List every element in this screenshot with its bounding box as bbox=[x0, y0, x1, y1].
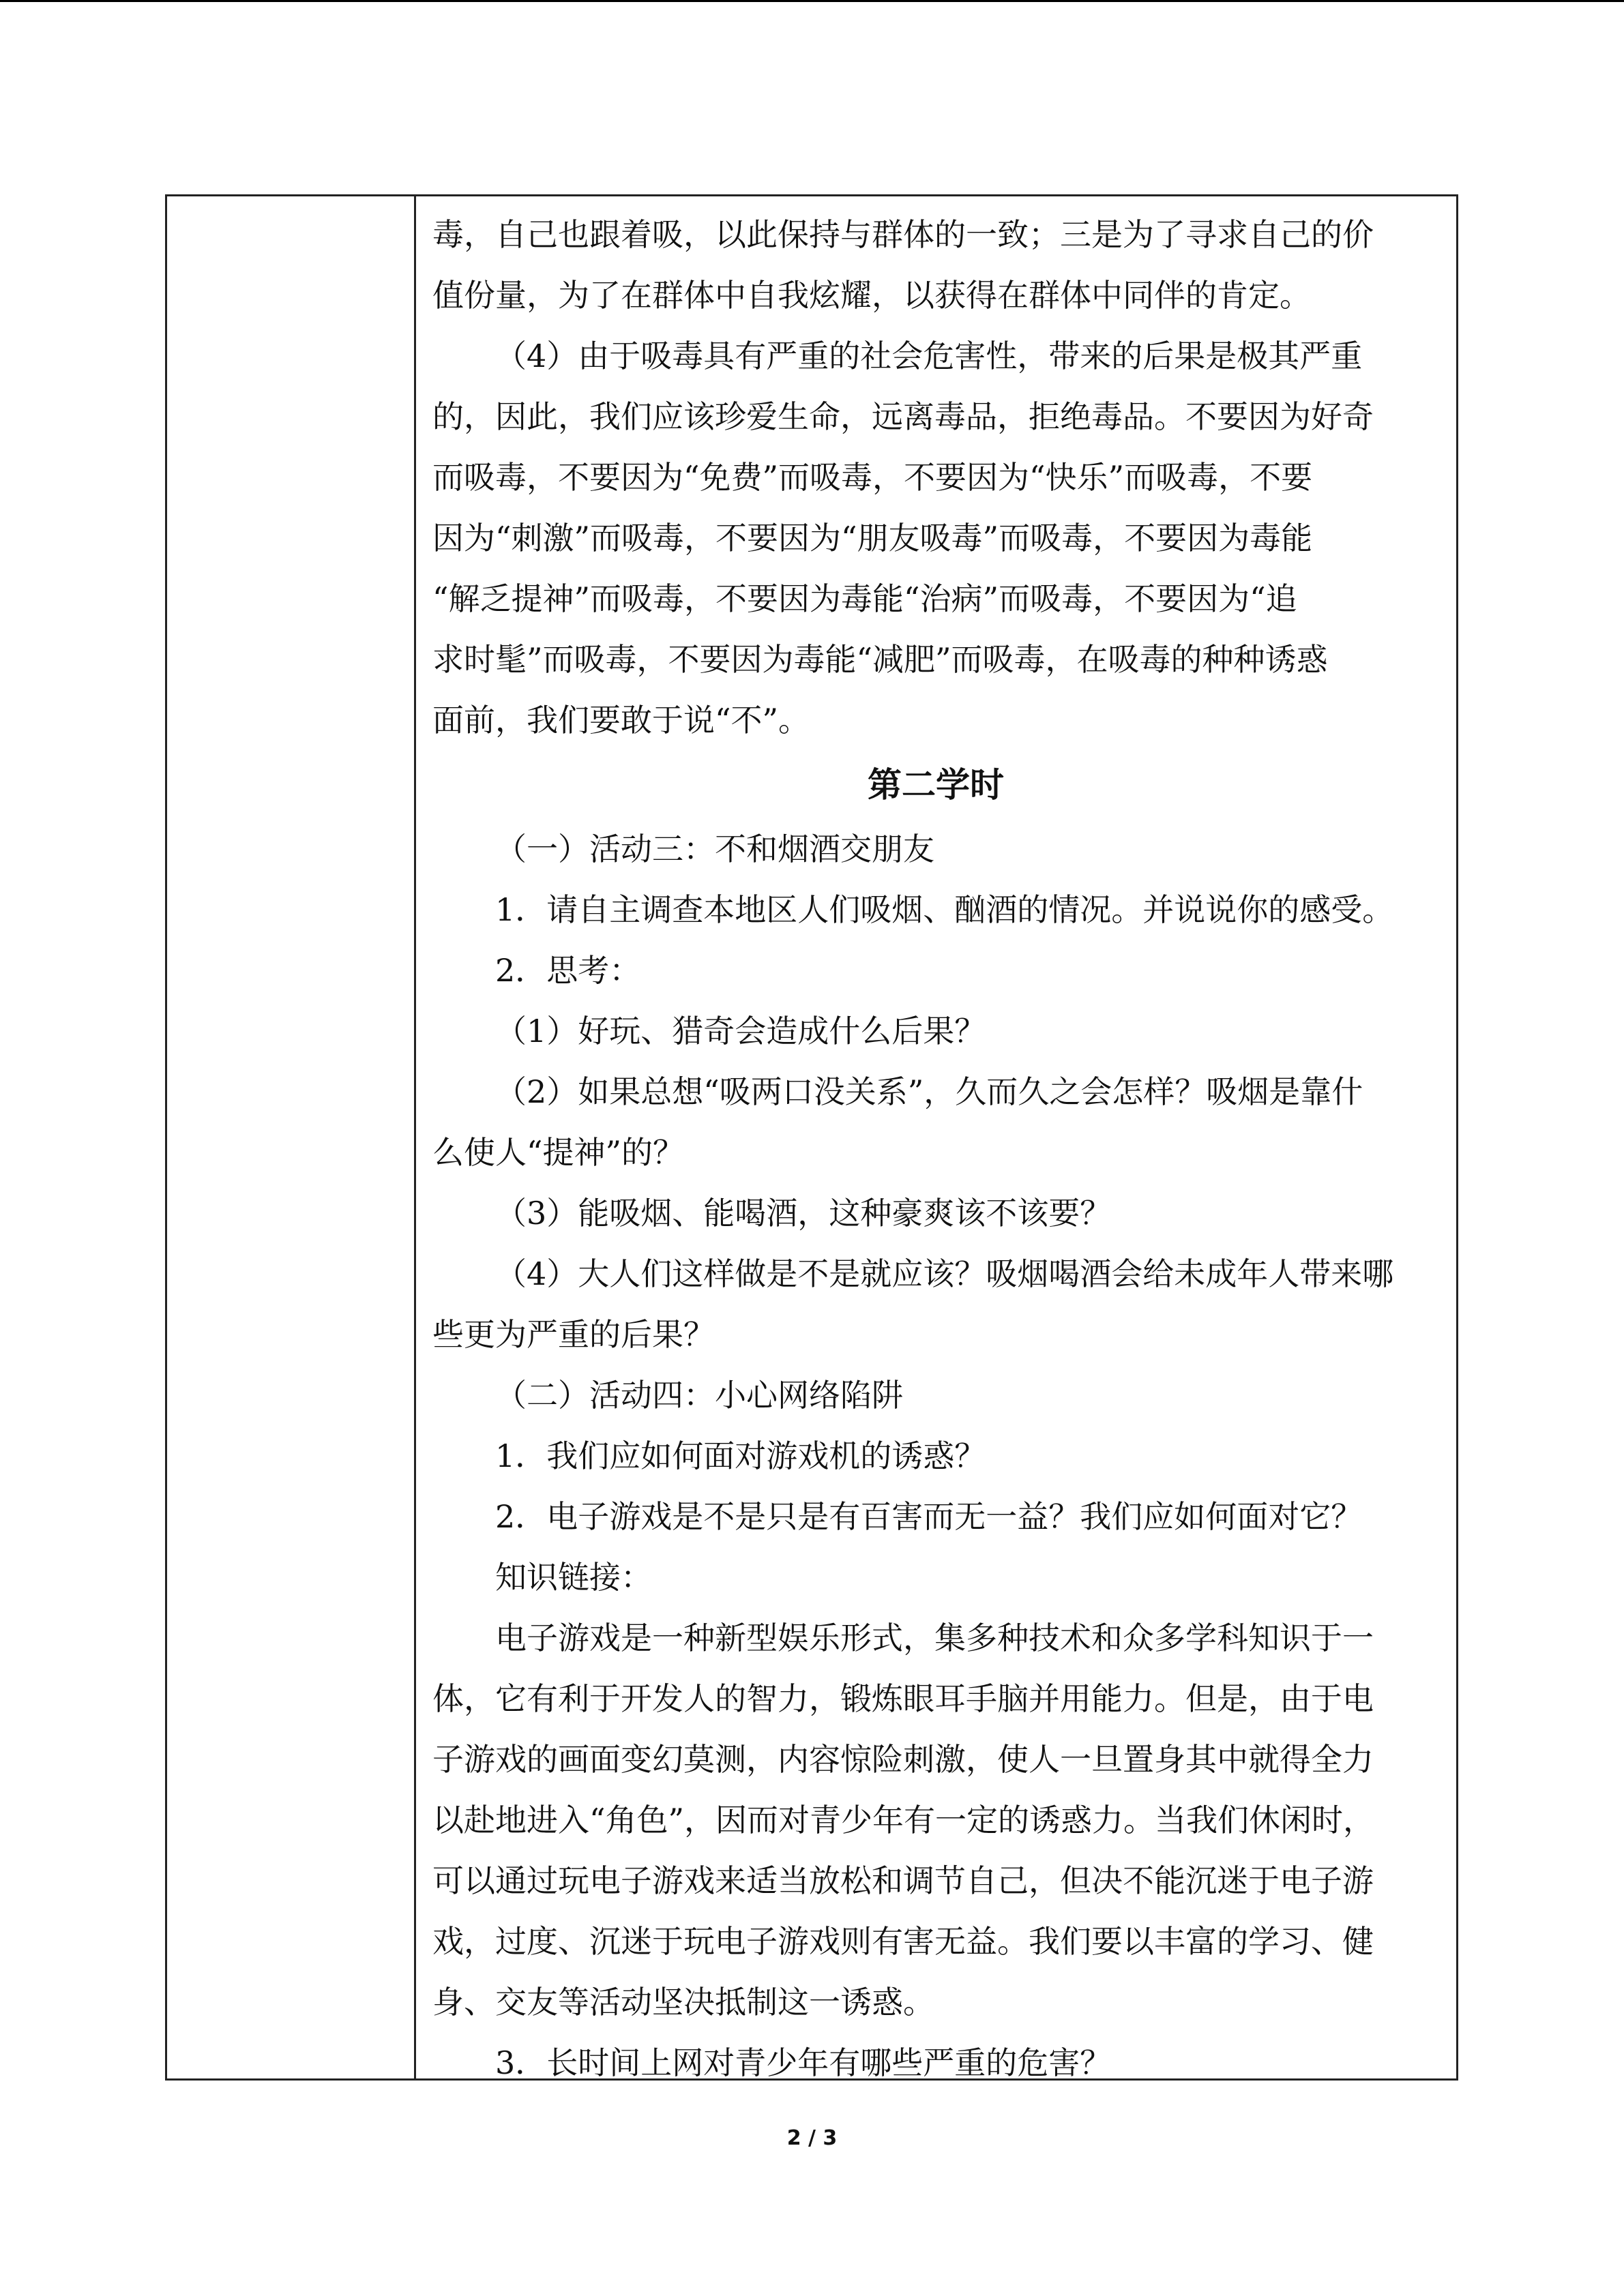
list-item: 2．电子游戏是不是只是有百害而无一益？我们应如何面对它？ bbox=[495, 1498, 1363, 1535]
page-number: 2 / 3 bbox=[786, 2126, 838, 2150]
text-line: 求时髦”而吸毒，不要因为毒能“减肥”而吸毒，在吸毒的种种诱惑 bbox=[432, 641, 1328, 678]
text-line: 身、交友等活动坚决抵制这一诱惑。 bbox=[432, 1984, 934, 2021]
question: （3）能吸烟、能喝酒，这种豪爽该不该要？ bbox=[495, 1195, 1112, 1232]
text-line: （4）由于吸毒具有严重的社会危害性，带来的后果是极其严重 bbox=[495, 338, 1363, 374]
list-item: 3．长时间上网对青少年有哪些严重的危害？ bbox=[495, 2044, 1112, 2081]
top-rule bbox=[0, 0, 1624, 2]
list-item: 1．我们应如何面对游戏机的诱惑？ bbox=[495, 1437, 986, 1474]
activity-title: （一）活动三：不和烟酒交朋友 bbox=[495, 831, 934, 867]
text-line: 可以通过玩电子游戏来适当放松和调节自己，但决不能沉迷于电子游 bbox=[432, 1862, 1374, 1899]
text-line: 而吸毒，不要因为“免费”而吸毒，不要因为“快乐”而吸毒，不要 bbox=[432, 459, 1313, 496]
text-line: 值份量，为了在群体中自我炫耀，以获得在群体中同伴的肯定。 bbox=[432, 277, 1311, 314]
question: （4）大人们这样做是不是就应该？吸烟喝酒会给未成年人带来哪 bbox=[495, 1255, 1394, 1292]
text-line: 面前，我们要敢于说“不”。 bbox=[432, 702, 810, 739]
content-cell bbox=[432, 205, 1439, 2093]
section-title: 第二学时 bbox=[868, 765, 1004, 805]
question: （1）好玩、猎奇会造成什么后果？ bbox=[495, 1013, 986, 1049]
text-line: 的，因此，我们应该珍爱生命，远离毒品，拒绝毒品。不要因为好奇 bbox=[432, 398, 1374, 435]
question: （2）如果总想“吸两口没关系”，久而久之会怎样？吸烟是靠什 bbox=[495, 1073, 1363, 1110]
question: 么使人“提神”的？ bbox=[432, 1134, 685, 1171]
text-line: 毒，自己也跟着吸，以此保持与群体的一致；三是为了寻求自己的价 bbox=[432, 216, 1374, 253]
knowledge-link-label: 知识链接： bbox=[495, 1559, 652, 1596]
list-item: 1．请自主调查本地区人们吸烟、酗酒的情况。并说说你的感受。 bbox=[495, 891, 1394, 928]
list-item: 2．思考： bbox=[495, 952, 641, 989]
text-line: 体，它有利于开发人的智力，锻炼眼耳手脑并用能力。但是，由于电 bbox=[432, 1680, 1374, 1717]
question: 些更为严重的后果？ bbox=[432, 1316, 715, 1353]
activity-title: （二）活动四：小心网络陷阱 bbox=[495, 1377, 903, 1414]
text-line: 因为“刺激”而吸毒，不要因为“朋友吸毒”而吸毒，不要因为毒能 bbox=[432, 520, 1313, 556]
column-divider bbox=[414, 194, 416, 2081]
text-line: “解乏提神”而吸毒，不要因为毒能“治病”而吸毒，不要因为“追 bbox=[432, 580, 1297, 617]
text-line: 电子游戏是一种新型娱乐形式，集多种技术和众多学科知识于一 bbox=[495, 1620, 1374, 1656]
text-line: 子游戏的画面变幻莫测，内容惊险刺激，使人一旦置身其中就得全力 bbox=[432, 1741, 1374, 1778]
text-line: 戏，过度、沉迷于玩电子游戏则有害无益。我们要以丰富的学习、健 bbox=[432, 1923, 1374, 1960]
text-line: 以赴地进入“角色”，因而对青少年有一定的诱惑力。当我们休闲时， bbox=[432, 1802, 1375, 1838]
